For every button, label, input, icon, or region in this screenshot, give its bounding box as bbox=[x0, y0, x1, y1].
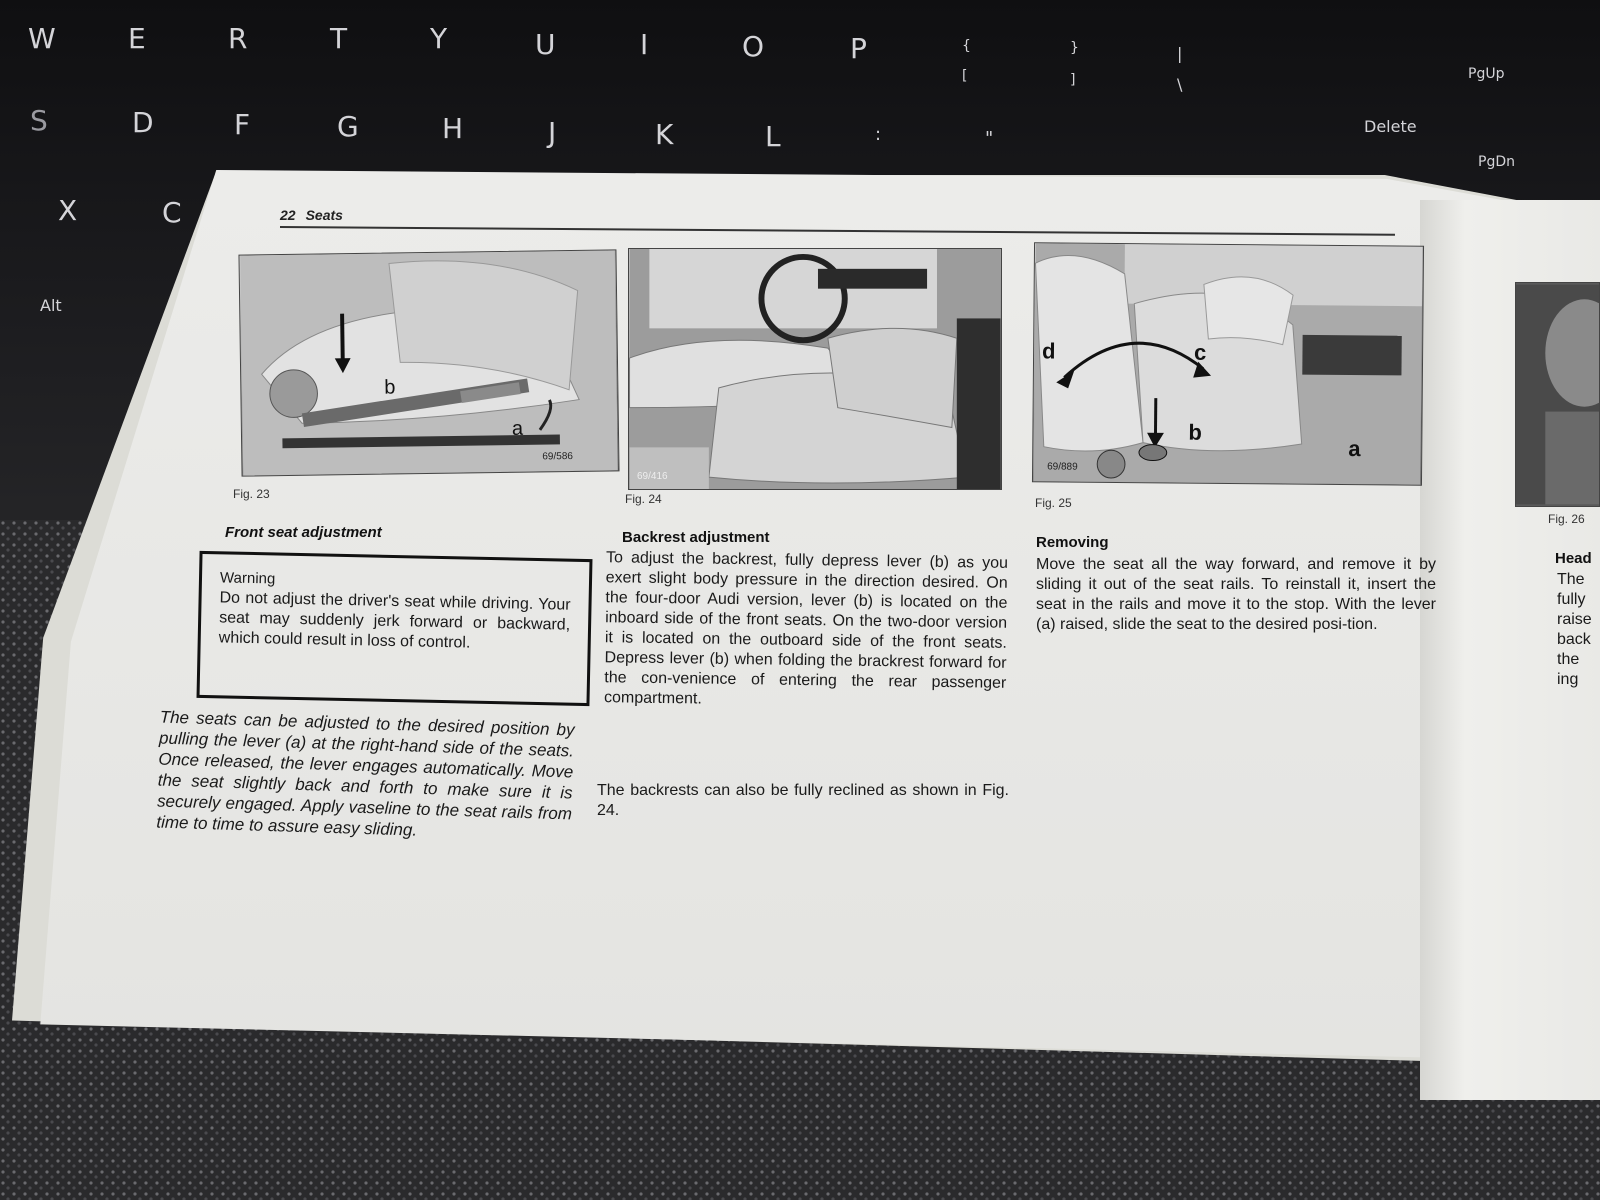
figure-25-photo bbox=[1032, 242, 1424, 485]
figure-25-label-c: c bbox=[1193, 339, 1207, 365]
key-j: J bbox=[548, 116, 557, 149]
key-bracket-open: [ bbox=[962, 68, 968, 84]
key-delete: Delete bbox=[1364, 117, 1417, 136]
key-l: L bbox=[765, 120, 781, 153]
backrest-adjustment-heading: Backrest adjustment bbox=[622, 529, 770, 546]
figure-25-label-d: d bbox=[1041, 338, 1056, 364]
page-header bbox=[280, 207, 343, 223]
figure-26-photo bbox=[1515, 282, 1600, 507]
key-d: D bbox=[132, 106, 154, 139]
page-number: 22 bbox=[280, 207, 296, 223]
key-c: C bbox=[162, 196, 182, 229]
key-quote: " bbox=[985, 128, 994, 149]
key-k: K bbox=[655, 118, 674, 151]
key-colon: : bbox=[875, 124, 882, 145]
figure-23-code: 69/586 bbox=[542, 451, 573, 463]
key-pgup: PgUp bbox=[1468, 66, 1505, 82]
backrest-body-2: The backrests can also be fully reclined as shown in Fig. 24. bbox=[597, 782, 1009, 819]
figure-24-caption: Fig. 24 bbox=[625, 492, 662, 506]
head-line: ing bbox=[1557, 671, 1579, 688]
key-s: S bbox=[30, 104, 48, 137]
front-seat-adjustment-heading: Front seat adjustment bbox=[225, 524, 382, 541]
figure-23-label-b: b bbox=[384, 376, 396, 399]
reclined-seats-photo bbox=[629, 249, 1001, 489]
figure-25-code: 69/889 bbox=[1047, 461, 1078, 473]
warning-title: Warning bbox=[219, 569, 276, 588]
seat-side-photo bbox=[239, 250, 618, 475]
head-fragment bbox=[1557, 570, 1592, 690]
figure-24-code: 69/416 bbox=[637, 471, 668, 482]
head-line: raise bbox=[1557, 611, 1592, 628]
figure-25-label-b: b bbox=[1188, 419, 1202, 445]
key-pgdn: PgDn bbox=[1478, 154, 1515, 170]
key-e: E bbox=[128, 22, 146, 55]
figure-26-caption: Fig. 26 bbox=[1548, 512, 1585, 526]
key-u: U bbox=[535, 28, 556, 61]
key-h: H bbox=[442, 112, 464, 145]
backrest-body: To adjust the backrest, fully depress lever (b) as you exert slight body pressure in the direction desired. On the four-door Audi version, lever (b) is located on the inboard side of the front seats. On the two-door version it is located on the outboard side of the front seats. Depress lever (b) when folding the brackrest forward for the con-venience of entering the rear passenger compartment. bbox=[603, 549, 1009, 708]
key-brace-open: { bbox=[962, 38, 971, 54]
headrest-photo bbox=[1516, 283, 1599, 506]
key-p: P bbox=[850, 32, 867, 65]
key-backslash: \ bbox=[1177, 75, 1183, 94]
head-line: back bbox=[1557, 631, 1591, 648]
key-f: F bbox=[234, 108, 251, 141]
head-line: the bbox=[1557, 651, 1580, 668]
figure-24-photo bbox=[628, 248, 1002, 490]
front-seat-body: The seats can be adjusted to the desired position by pulling the lever (a) at the right-hand side of the seats. Once released, the lever engages automatically. Move the seat slightly back and forth to make sure it is securely engaged. Apply vaseline to the seat rails from time to time to assure easy sliding. bbox=[156, 707, 575, 840]
head-line: The bbox=[1557, 571, 1585, 588]
warning-text: Do not adjust the driver's seat while driving. Your seat may suddenly jerk forward or backward, which could result in loss of control. bbox=[218, 589, 571, 652]
key-t: T bbox=[330, 22, 348, 55]
key-x: X bbox=[58, 194, 78, 227]
figure-25-label-a: a bbox=[1348, 436, 1361, 462]
key-g: G bbox=[337, 110, 359, 143]
key-i: I bbox=[640, 28, 649, 61]
seat-removal-photo bbox=[1033, 243, 1423, 484]
key-y: Y bbox=[430, 22, 448, 55]
key-brace-close: } bbox=[1070, 40, 1079, 56]
key-o: O bbox=[742, 30, 765, 63]
key-r: R bbox=[228, 22, 248, 55]
head-line: fully bbox=[1557, 591, 1586, 608]
head-heading: Head bbox=[1555, 550, 1592, 567]
key-bracket-close: ] bbox=[1070, 72, 1076, 88]
removing-heading: Removing bbox=[1036, 534, 1109, 551]
section-title: Seats bbox=[305, 207, 343, 223]
key-alt: Alt bbox=[40, 296, 62, 315]
key-w: W bbox=[28, 22, 56, 55]
figure-23-photo bbox=[238, 249, 619, 476]
figure-23-label-a: a bbox=[511, 417, 524, 440]
removing-body: Move the seat all the way forward, and remove it by sliding it out of the seat rails. To reinstall it, insert the seat in the rails and move it to the stop. With the lever (a) raised, slide the seat to the desired posi-tion. bbox=[1036, 556, 1436, 633]
warning-box bbox=[197, 551, 593, 706]
figure-23-caption: Fig. 23 bbox=[233, 487, 270, 501]
figure-25-caption: Fig. 25 bbox=[1035, 496, 1072, 510]
key-pipe: | bbox=[1177, 44, 1183, 63]
